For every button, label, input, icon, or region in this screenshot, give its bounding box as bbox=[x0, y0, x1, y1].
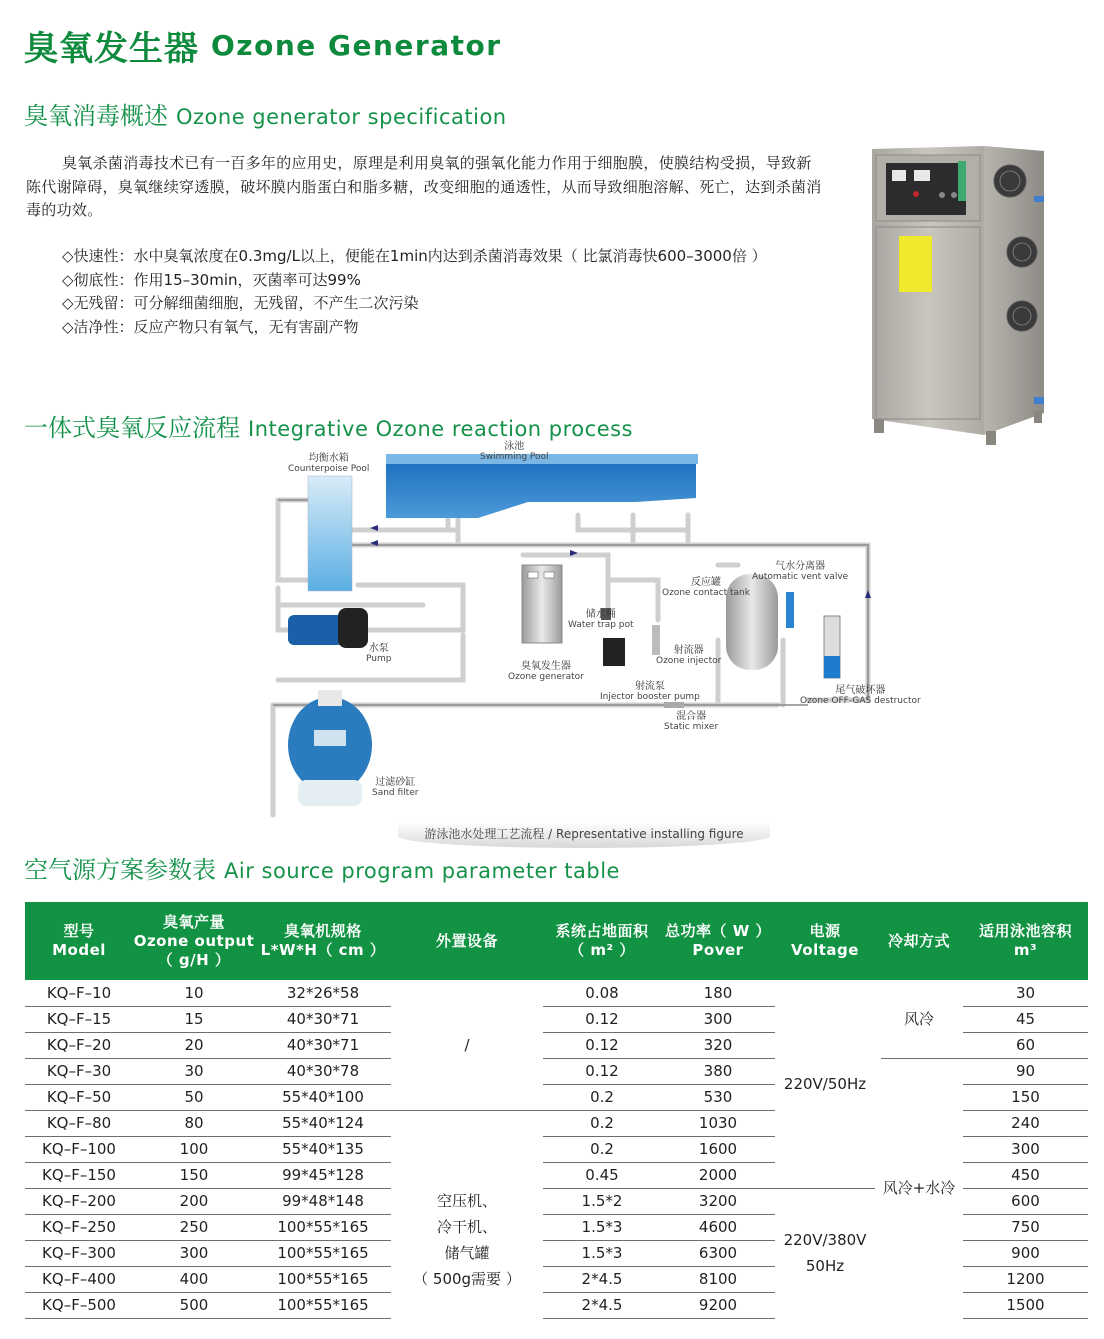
feature-item: ◇快速性：水中臭氧浓度在0.3mg/L以上，便能在1min内达到杀菌消毒效果（ 比氯消毒快600–3000倍 ） bbox=[62, 247, 767, 265]
cell-power: 1600 bbox=[698, 1140, 738, 1158]
col-ozone-output: 臭氧产量 Ozone output （ g/H ） bbox=[133, 912, 255, 969]
diagram-caption: 游泳池水处理工艺流程 / Representative installing figure bbox=[398, 822, 770, 848]
row-divider bbox=[25, 1058, 391, 1059]
cell-external-equipment-line: 空压机、 bbox=[436, 1192, 497, 1210]
cell-model: KQ–F–20 bbox=[46, 1036, 112, 1054]
cell-volume: 150 bbox=[1011, 1088, 1040, 1106]
cell-power: 380 bbox=[703, 1062, 733, 1080]
cell-power: 8100 bbox=[698, 1270, 738, 1288]
feature-item: ◇无残留：可分解细菌细胞，无残留，不产生二次污染 bbox=[62, 294, 419, 312]
cell-volume: 90 bbox=[1015, 1062, 1036, 1080]
title-cn: 臭氧发生器 bbox=[24, 28, 199, 69]
row-divider bbox=[25, 1162, 391, 1163]
label-ozone-injector: 射流器 Ozone injector bbox=[656, 645, 722, 666]
row-divider bbox=[963, 1318, 1088, 1319]
row-divider bbox=[543, 1318, 775, 1319]
row-divider bbox=[963, 1266, 1088, 1267]
cell-area: 0.12 bbox=[585, 1062, 619, 1080]
row-divider bbox=[543, 1110, 775, 1111]
section-heading-en: Ozone generator specification bbox=[176, 105, 507, 129]
cell-cooling-air: 风冷 bbox=[903, 1010, 934, 1028]
cell-output: 300 bbox=[179, 1244, 209, 1262]
cell-power: 180 bbox=[703, 984, 733, 1002]
row-divider bbox=[963, 1292, 1088, 1293]
intro-paragraph: 臭氧杀菌消毒技术已有一百多年的应用史，原理是利用臭氧的强氧化能力作用于细胞膜，使膜结构受损，导致新陈代谢障碍，臭氧继续穿透膜，破坏膜内脂蛋白和脂多糖，改变细胞的通透性，从而导致细胞溶解、死亡，达到杀菌消毒的功效。 bbox=[26, 154, 822, 219]
page-title bbox=[24, 22, 502, 68]
cell-model: KQ–F–150 bbox=[42, 1166, 116, 1184]
cell-volume: 45 bbox=[1015, 1010, 1036, 1028]
cell-voltage-380-line: 220V/380V bbox=[783, 1231, 867, 1249]
cell-size: 99*48*148 bbox=[282, 1192, 364, 1210]
row-divider bbox=[963, 1188, 1088, 1189]
cell-output: 30 bbox=[184, 1062, 204, 1080]
section-heading-en: Integrative Ozone reaction process bbox=[248, 417, 633, 441]
row-divider bbox=[25, 1136, 391, 1137]
cell-model: KQ–F–500 bbox=[42, 1296, 116, 1314]
row-divider bbox=[25, 1032, 391, 1033]
row-divider bbox=[963, 1162, 1088, 1163]
cell-output: 150 bbox=[179, 1166, 209, 1184]
row-divider bbox=[25, 1188, 391, 1189]
cell-area: 0.12 bbox=[585, 1010, 619, 1028]
row-divider bbox=[25, 1292, 391, 1293]
cell-power: 320 bbox=[703, 1036, 733, 1054]
cell-external-equipment-line: 冷干机、 bbox=[436, 1218, 497, 1236]
cell-volume: 900 bbox=[1011, 1244, 1040, 1262]
row-divider bbox=[543, 1058, 775, 1059]
col-model: 型号 Model bbox=[52, 922, 106, 959]
cell-power: 4600 bbox=[698, 1218, 738, 1236]
row-divider bbox=[25, 1318, 391, 1319]
label-static-mixer: 混合器 Static mixer bbox=[664, 711, 719, 732]
label-pump: 水泵 Pump bbox=[366, 643, 392, 664]
cell-output: 80 bbox=[184, 1114, 204, 1132]
cell-model: KQ–F–100 bbox=[42, 1140, 116, 1158]
cell-output: 50 bbox=[184, 1088, 204, 1106]
section-heading-cn: 臭氧消毒概述 bbox=[24, 102, 168, 130]
cell-area: 0.12 bbox=[585, 1036, 619, 1054]
cell-voltage-220: 220V/50Hz bbox=[783, 1075, 867, 1093]
cell-area: 2*4.5 bbox=[581, 1296, 623, 1314]
cell-power: 530 bbox=[703, 1088, 733, 1106]
label-injector-booster-pump: 射流泵 Injector booster pump bbox=[600, 681, 700, 702]
cell-output: 10 bbox=[184, 984, 204, 1002]
cell-size: 99*45*128 bbox=[282, 1166, 364, 1184]
label-offgas-destructor: 尾气破坏器 Ozone OFF-GAS destructor bbox=[800, 685, 921, 706]
label-swimming-pool: 泳池 Swimming Pool bbox=[480, 441, 549, 462]
cell-size: 55*40*135 bbox=[282, 1140, 364, 1158]
col-external-equipment: 外置设备 bbox=[435, 931, 498, 950]
row-divider bbox=[543, 1136, 775, 1137]
cell-area: 0.2 bbox=[590, 1140, 614, 1158]
col-cooling: 冷却方式 bbox=[887, 931, 950, 950]
cell-external-equipment-line: （ 500g需要 ） bbox=[413, 1270, 521, 1288]
cell-size: 40*30*71 bbox=[286, 1036, 360, 1054]
cell-model: KQ–F–250 bbox=[42, 1218, 116, 1236]
row-divider bbox=[25, 1240, 391, 1241]
cell-area: 0.2 bbox=[590, 1088, 614, 1106]
cell-volume: 600 bbox=[1011, 1192, 1040, 1210]
section-heading-cn: 空气源方案参数表 bbox=[24, 856, 216, 884]
feature-list bbox=[62, 245, 767, 339]
table-body: KQ–F–10 10 32*26*58 0.08 180 30 KQ–F–15 15 40*30*71 0.12 300 45 KQ–F–20 20 40*30*71 0.12 320 60 KQ–F–30 30 40*30*78 0.12 380 90 KQ–F–50 50 55*40*100 0.2 530 150 KQ–F–80 80 55*40*124 0.2 1030 240 KQ–F–100 100 55*40*135 0.2 1600 300 KQ–F–150 150 99*45*128 0.45 2000 450 KQ–F–200 200 99*48*148 1.5*2 3200 600 KQ–F–250 250 100*55*165 1.5*3 4600 750 KQ–F–300 300 100*55*165 1.5*3 6300 900 KQ–F–400 400 100*55*165 2*4.5 8100 1200 KQ–F–500 500 100*55*165 2*4.5 9200 1500 / 空压机、 冷干机、 储气罐 （ 500g需要 ） 220V/50Hz 220V/380V 50Hz 风冷 风冷+水冷 bbox=[25, 980, 1088, 1320]
col-area: 系统占地面积 （ m² ） bbox=[555, 922, 649, 959]
cell-volume: 240 bbox=[1011, 1114, 1040, 1132]
cell-size: 40*30*71 bbox=[286, 1010, 360, 1028]
table-header bbox=[25, 902, 1088, 980]
cell-external-equipment-line: 储气罐 bbox=[444, 1244, 490, 1262]
row-divider bbox=[543, 1032, 775, 1033]
cell-area: 0.45 bbox=[585, 1166, 619, 1184]
label-automatic-vent-valve: 气水分离器 Automatic vent valve bbox=[752, 561, 849, 582]
cell-power: 3200 bbox=[698, 1192, 738, 1210]
row-divider bbox=[881, 1058, 963, 1059]
cell-output: 400 bbox=[179, 1270, 209, 1288]
parameter-table bbox=[25, 902, 1088, 1320]
section-heading-process bbox=[24, 408, 633, 443]
cell-size: 32*26*58 bbox=[286, 984, 360, 1002]
product-photo-ozone-generator bbox=[862, 143, 1048, 446]
cell-area: 0.2 bbox=[590, 1114, 614, 1132]
cell-power: 2000 bbox=[698, 1166, 738, 1184]
col-voltage: 电源 Voltage bbox=[791, 922, 859, 959]
row-divider bbox=[963, 1214, 1088, 1215]
cell-external-equipment-none: / bbox=[464, 1036, 470, 1054]
row-divider bbox=[543, 1292, 775, 1293]
cell-model: KQ–F–15 bbox=[46, 1010, 112, 1028]
title-en: Ozone Generator bbox=[211, 28, 502, 62]
row-divider bbox=[391, 1110, 543, 1111]
cell-size: 55*40*124 bbox=[282, 1114, 364, 1132]
cell-area: 2*4.5 bbox=[581, 1270, 623, 1288]
row-divider bbox=[543, 1214, 775, 1215]
cell-volume: 750 bbox=[1011, 1218, 1040, 1236]
cell-output: 20 bbox=[184, 1036, 204, 1054]
cell-power: 6300 bbox=[698, 1244, 738, 1262]
cell-voltage-380 bbox=[775, 1188, 875, 1318]
label-sand-filter: 过滤砂缸 Sand filter bbox=[372, 777, 419, 798]
col-pool-volume: 适用泳池容积 m³ bbox=[978, 922, 1072, 959]
cell-volume: 60 bbox=[1015, 1036, 1036, 1054]
cell-power: 1030 bbox=[698, 1114, 738, 1132]
cell-volume: 30 bbox=[1015, 984, 1036, 1002]
row-divider bbox=[963, 1110, 1088, 1111]
cell-output: 500 bbox=[179, 1296, 209, 1314]
cell-area: 1.5*3 bbox=[581, 1244, 623, 1262]
cell-model: KQ–F–200 bbox=[42, 1192, 116, 1210]
cell-output: 200 bbox=[179, 1192, 209, 1210]
row-divider bbox=[543, 1084, 775, 1085]
cell-size: 100*55*165 bbox=[277, 1270, 369, 1288]
label-counterpoise-pool: 均衡水箱 Counterpoise Pool bbox=[288, 453, 370, 474]
section-heading-cn: 一体式臭氧反应流程 bbox=[24, 414, 240, 442]
section-heading-table bbox=[24, 850, 620, 885]
cell-power: 9200 bbox=[698, 1296, 738, 1314]
row-divider bbox=[963, 1006, 1088, 1007]
row-divider bbox=[543, 1162, 775, 1163]
cell-power: 300 bbox=[703, 1010, 733, 1028]
cell-voltage-380-line: 50Hz bbox=[805, 1257, 845, 1275]
cell-volume: 1200 bbox=[1006, 1270, 1045, 1288]
row-divider bbox=[25, 1266, 391, 1267]
feature-item: ◇洁净性：反应产物只有氧气，无有害副产物 bbox=[62, 317, 359, 336]
row-divider bbox=[25, 1084, 391, 1085]
row-divider bbox=[25, 1110, 391, 1111]
row-divider bbox=[543, 1266, 775, 1267]
cell-model: KQ–F–400 bbox=[42, 1270, 116, 1288]
cell-model: KQ–F–50 bbox=[46, 1088, 112, 1106]
cell-output: 100 bbox=[179, 1140, 209, 1158]
cell-area: 1.5*2 bbox=[581, 1192, 623, 1210]
label-ozone-generator: 臭氧发生器 Ozone generator bbox=[508, 661, 584, 682]
cell-area: 1.5*3 bbox=[581, 1218, 623, 1236]
cell-model: KQ–F–30 bbox=[46, 1062, 112, 1080]
section-heading-spec bbox=[24, 96, 507, 131]
cell-volume: 1500 bbox=[1006, 1296, 1045, 1314]
cell-volume: 300 bbox=[1011, 1140, 1040, 1158]
row-divider bbox=[25, 1214, 391, 1215]
row-divider bbox=[543, 1006, 775, 1007]
col-power: 总功率（ W ） Pover bbox=[665, 922, 771, 959]
row-divider bbox=[963, 1084, 1088, 1085]
cell-output: 15 bbox=[184, 1010, 204, 1028]
feature-item: ◇彻底性：作用15–30min，灭菌率可达99% bbox=[62, 270, 361, 289]
cell-area: 0.08 bbox=[585, 984, 619, 1002]
row-divider bbox=[963, 1058, 1088, 1059]
row-divider bbox=[963, 1240, 1088, 1241]
row-divider bbox=[25, 1006, 391, 1007]
cell-model: KQ–F–300 bbox=[42, 1244, 116, 1262]
row-divider bbox=[963, 1032, 1088, 1033]
label-ozone-contact-tank: 反应罐 Ozone contact tank bbox=[662, 577, 750, 598]
row-divider bbox=[543, 1240, 775, 1241]
row-divider bbox=[963, 1136, 1088, 1137]
cell-model: KQ–F–80 bbox=[46, 1114, 112, 1132]
section-heading-en: Air source program parameter table bbox=[224, 859, 620, 883]
cell-size: 100*55*165 bbox=[277, 1296, 369, 1314]
label-water-trap-pot: 储水桶 Water trap pot bbox=[568, 609, 634, 630]
process-flow-diagram bbox=[248, 440, 928, 850]
cell-size: 100*55*165 bbox=[277, 1244, 369, 1262]
cell-size: 55*40*100 bbox=[282, 1088, 364, 1106]
row-divider bbox=[543, 1188, 775, 1189]
cell-external-equipment bbox=[391, 1162, 543, 1318]
cell-size: 100*55*165 bbox=[277, 1218, 369, 1236]
cell-size: 40*30*78 bbox=[286, 1062, 360, 1080]
cell-model: KQ–F–10 bbox=[46, 984, 112, 1002]
cell-volume: 450 bbox=[1011, 1166, 1040, 1184]
cell-output: 250 bbox=[179, 1218, 209, 1236]
col-size: 臭氧机规格 L*W*H（ cm ） bbox=[260, 922, 386, 959]
